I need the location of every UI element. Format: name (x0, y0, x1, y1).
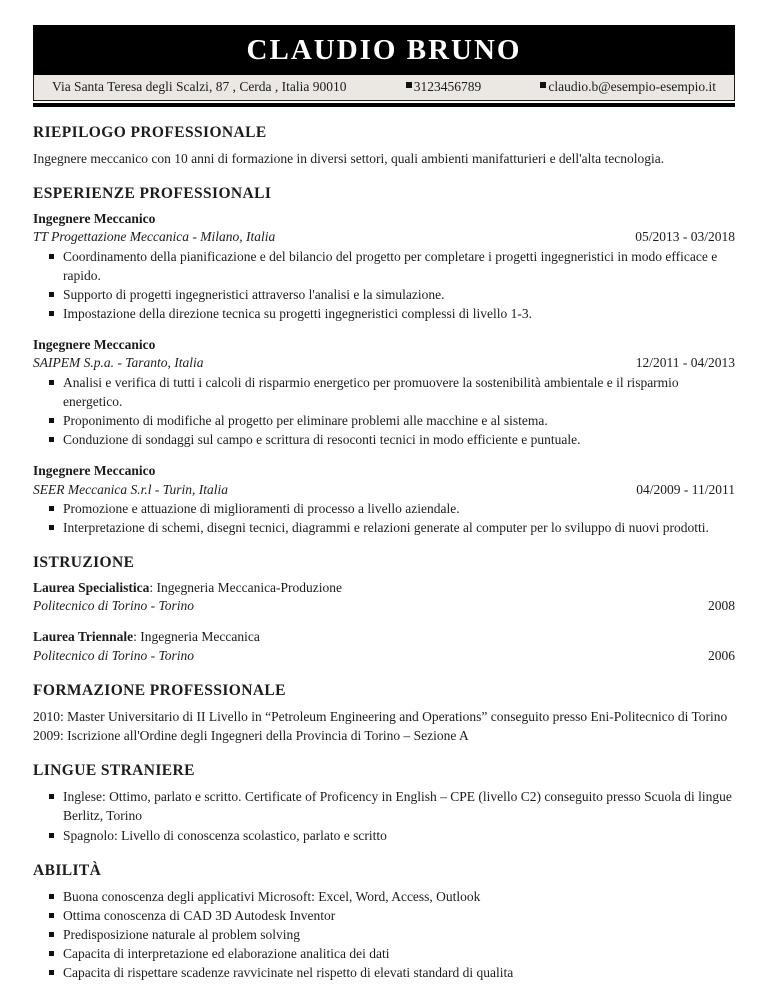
name-banner (33, 25, 735, 75)
bullet-square-icon (49, 525, 54, 530)
bullet-text: Analisi e verifica di tutti i calcoli di risparmio energetico per promuovere la sostenibilità ambientale e il risparmio energetico. (63, 374, 679, 409)
bullet-item (49, 285, 735, 304)
job-company: TT Progettazione Meccanica - Milano, Italia (33, 229, 276, 245)
bullet-list (33, 373, 735, 450)
contact-strip (33, 75, 735, 101)
degree-name: Laurea Triennale (33, 629, 134, 645)
school-name: Politecnico di Torino - Torino (33, 647, 195, 663)
bullet-text: Proponimento di modifiche al progetto per eliminare problemi alle macchine e al sistema. (63, 412, 548, 428)
header-divider (33, 103, 735, 107)
bullet-item (49, 430, 735, 449)
bullet-text: Buona conoscenza degli applicativi Microsoft: Excel, Word, Access, Outlook (63, 888, 481, 904)
bullet-square-icon (49, 932, 54, 937)
bullet-text: Supporto di progetti ingegneristici attraverso l'analisi e la simulazione. (63, 286, 445, 302)
job-title: Ingegnere Meccanico (33, 211, 156, 227)
bullet-item (49, 963, 735, 982)
section-title-training: FORMAZIONE PROFESSIONALE (33, 681, 286, 699)
school-name: Politecnico di Torino - Torino (33, 598, 195, 614)
bullet-square-icon (49, 254, 54, 259)
job-dates: 04/2009 - 11/2011 (636, 481, 735, 497)
education-container (33, 579, 735, 665)
degree-line (33, 628, 735, 646)
summary-text: Ingegnere meccanico con 10 anni di formazione in diversi settori, quali ambienti manifatturieri e dell'alta tecnologia. (33, 151, 665, 166)
bullet-square-icon (49, 292, 54, 297)
bullet-square-icon (49, 380, 54, 385)
bullet-item (49, 411, 735, 430)
degree-field: : Ingegneria Meccanica-Produzione (149, 580, 343, 596)
bullet-list (33, 887, 735, 983)
training-line: 2010: Master Universitario di II Livello in “Petroleum Engineering and Operations” conseguito presso Eni-Politecnico di Torino (33, 708, 728, 724)
bullet-text: Capacita di interpretazione ed elaborazione analitica dei dati (63, 946, 390, 962)
bullet-item (49, 887, 735, 906)
address-text: Via Santa Teresa degli Scalzi, 87 , Cerda , Italia 90010 (52, 79, 347, 94)
bullet-item (49, 826, 735, 845)
candidate-name: CLAUDIO BRUNO (246, 33, 522, 66)
job-meta-row (33, 354, 735, 372)
education-meta-row (33, 647, 735, 665)
job-title: Ingegnere Meccanico (33, 463, 156, 479)
graduation-year: 2006 (708, 647, 735, 663)
phone-bullet-icon (406, 82, 412, 88)
degree-line (33, 579, 735, 597)
job-dates: 12/2011 - 04/2013 (635, 355, 735, 371)
bullet-square-icon (49, 437, 54, 442)
bullet-text: Capacita di rispettare scadenze ravvicinate nel rispetto di elevati standard di qualita (63, 965, 514, 981)
bullet-square-icon (49, 833, 54, 838)
bullet-item (49, 499, 735, 518)
bullet-square-icon (49, 311, 54, 316)
graduation-year: 2008 (708, 598, 735, 614)
email-bullet-icon (540, 82, 546, 88)
bullet-item (49, 518, 735, 537)
training-container (33, 707, 735, 745)
bullet-text: Spagnolo: Livello di conoscenza scolastico, parlato e scritto (63, 827, 387, 843)
bullet-text: Coordinamento della pianificazione e del bilancio del progetto per completare i progetti ingegneristici in modo efficace e rapido. (63, 248, 718, 283)
bullet-item (49, 925, 735, 944)
job-meta-row (33, 481, 735, 499)
email (540, 79, 716, 95)
section-title-skills: ABILITÀ (33, 861, 102, 879)
bullet-item (49, 906, 735, 925)
bullet-text: Conduzione di sondaggi sul campo e scrittura di resoconti tecnici in modo efficiente e puntuale. (63, 432, 581, 448)
section-title-languages: LINGUE STRANIERE (33, 762, 195, 780)
bullet-item (49, 247, 735, 285)
bullet-text: Interpretazione di schemi, disegni tecnici, diagrammi e relazioni generate al computer per lo sviluppo di nuovi prodotti. (63, 519, 709, 535)
phone-text: 3123456789 (413, 79, 482, 94)
job-title: Ingegnere Meccanico (33, 337, 156, 353)
phone (406, 79, 482, 95)
job-entry (33, 210, 735, 323)
education-entry (33, 579, 735, 615)
degree-name: Laurea Specialistica (33, 580, 150, 596)
job-dates: 05/2013 - 03/2018 (635, 229, 735, 245)
job-meta-row (33, 228, 735, 246)
bullet-text: Predisposizione naturale al problem solving (63, 927, 300, 942)
job-entry (33, 462, 735, 537)
job-company: SEER Meccanica S.r.l - Turin, Italia (33, 481, 228, 497)
bullet-list (33, 247, 735, 324)
bullet-list (33, 499, 735, 537)
bullet-text: Promozione e attuazione di miglioramenti di processo a livello aziendale. (63, 500, 460, 516)
jobs-container (33, 210, 735, 537)
bullet-item (49, 787, 735, 825)
training-line: 2009: Iscrizione all'Ordine degli Ingegneri della Provincia di Torino – Sezione A (33, 728, 469, 744)
bullet-item (49, 373, 735, 411)
education-meta-row (33, 597, 735, 615)
bullet-text: Impostazione della direzione tecnica su progetti ingegneristici complessi di livello 1-3. (63, 306, 532, 322)
job-entry (33, 336, 735, 449)
section-title-summary: RIEPILOGO PROFESSIONALE (33, 124, 267, 141)
address (52, 79, 347, 95)
bullet-square-icon (49, 794, 54, 799)
bullet-item (49, 944, 735, 963)
languages-container (33, 787, 735, 844)
bullet-square-icon (49, 913, 54, 918)
degree-field: : Ingegneria Meccanica (133, 629, 260, 645)
job-company: SAIPEM S.p.a. - Taranto, Italia (33, 355, 204, 371)
education-entry (33, 628, 735, 664)
section-title-experience: ESPERIENZE PROFESSIONALI (33, 185, 272, 203)
section-title-education: ISTRUZIONE (33, 554, 135, 572)
bullet-square-icon (49, 506, 54, 511)
email-text: claudio.b@esempio-esempio.it (548, 79, 716, 94)
bullet-square-icon (49, 418, 54, 423)
bullet-square-icon (49, 894, 54, 899)
skills-container (33, 887, 735, 983)
bullet-item (49, 304, 735, 323)
bullet-text: Ottima conoscenza di CAD 3D Autodesk Inventor (63, 907, 336, 923)
bullet-text: Inglese: Ottimo, parlato e scritto. Certificate of Proficency in English – CPE (livello C2) conseguito presso Scuola di lingue Berlitz, Torino (63, 789, 732, 824)
bullet-list (33, 787, 735, 844)
bullet-square-icon (49, 970, 54, 975)
bullet-square-icon (49, 951, 54, 956)
